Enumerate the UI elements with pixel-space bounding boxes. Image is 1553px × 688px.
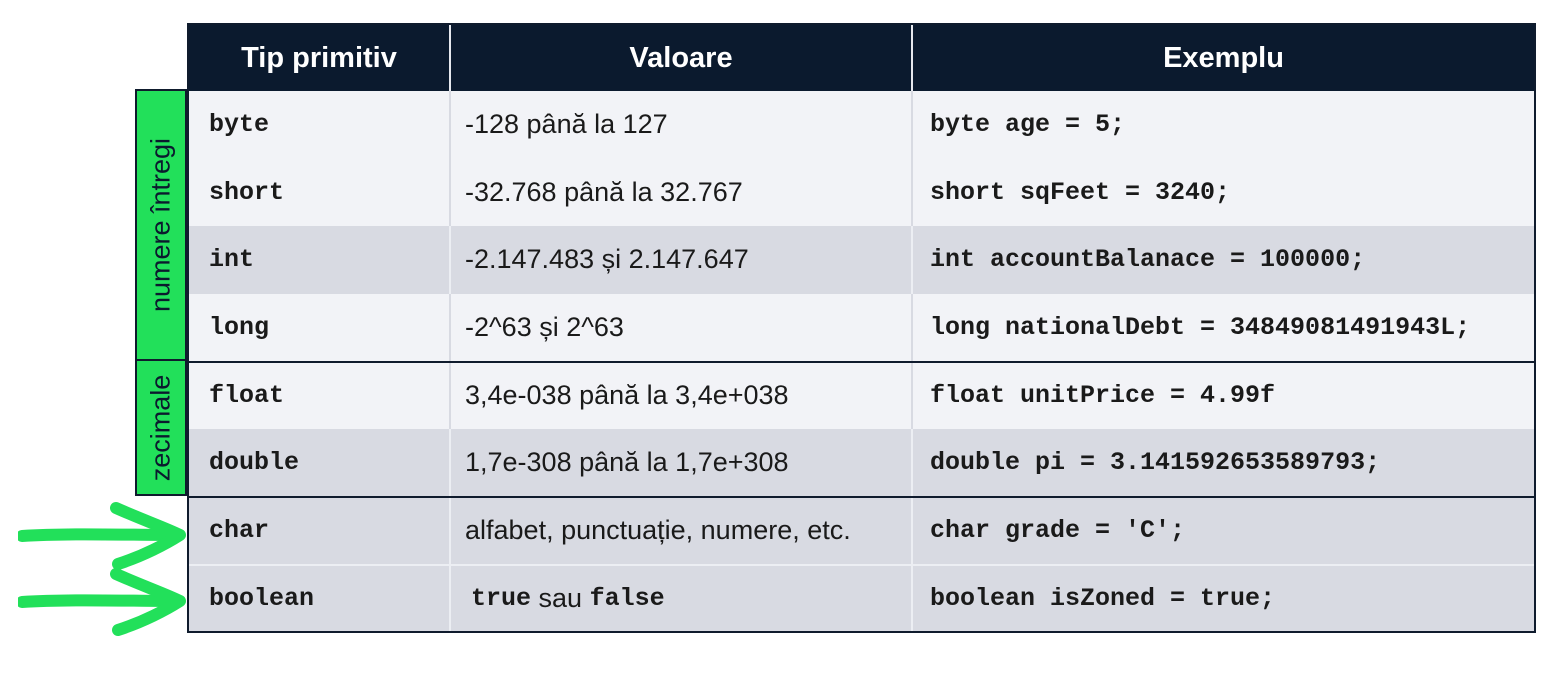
- table-row-byte: [189, 91, 1534, 159]
- arrow-right-icon: [18, 568, 188, 638]
- example-cell: int accountBalanace = 100000;: [911, 226, 1534, 294]
- table-row-long: [189, 294, 1534, 362]
- arrow-right-icon: [18, 500, 188, 570]
- value-cell: alfabet, punctuație, numere, etc.: [449, 498, 911, 564]
- group-label-decimals: [135, 359, 187, 496]
- header-value: Valoare: [449, 25, 911, 91]
- value-cell: -2^63 și 2^63: [449, 294, 911, 362]
- example-cell: double pi = 3.141592653589793;: [911, 429, 1534, 497]
- example-cell: char grade = 'C';: [911, 498, 1534, 564]
- true-keyword: true: [471, 583, 532, 613]
- value-cell: -32.768 până la 32.767: [449, 159, 911, 227]
- example-cell: long nationalDebt = 34849081491943L;: [911, 294, 1534, 362]
- or-word: sau: [538, 582, 583, 613]
- value-cell: -128 până la 127: [449, 91, 911, 159]
- value-cell: [449, 566, 911, 632]
- type-cell: short: [209, 177, 285, 207]
- table-row-boolean: [189, 564, 1534, 632]
- table-header: [189, 25, 1534, 91]
- example-cell: boolean isZoned = true;: [911, 566, 1534, 632]
- type-cell: boolean: [209, 583, 315, 613]
- type-cell: float: [209, 381, 285, 411]
- value-cell: -2.147.483 și 2.147.647: [449, 226, 911, 294]
- example-cell: float unitPrice = 4.99f: [911, 363, 1534, 429]
- type-cell: byte: [209, 110, 270, 140]
- group-label-integers: [135, 89, 187, 361]
- primitive-types-table: [187, 23, 1536, 633]
- type-cell: int: [209, 245, 255, 275]
- type-cell: char: [209, 516, 270, 546]
- header-type: Tip primitiv: [241, 41, 397, 74]
- example-cell: short sqFeet = 3240;: [911, 159, 1534, 227]
- group-label-text: zecimale: [145, 374, 176, 481]
- table-row-double: [189, 429, 1534, 497]
- false-keyword: false: [589, 583, 665, 613]
- type-cell: long: [209, 312, 270, 342]
- example-cell: byte age = 5;: [911, 91, 1534, 159]
- table-row-char: [189, 496, 1534, 564]
- table-row-int: [189, 226, 1534, 294]
- header-example: Exemplu: [911, 25, 1534, 91]
- table-row-float: [189, 361, 1534, 429]
- table-row-short: [189, 159, 1534, 227]
- type-cell: double: [209, 447, 300, 477]
- value-cell: 3,4e-038 până la 3,4e+038: [449, 363, 911, 429]
- group-label-text: numere întregi: [145, 137, 176, 313]
- value-cell: 1,7e-308 până la 1,7e+308: [449, 429, 911, 497]
